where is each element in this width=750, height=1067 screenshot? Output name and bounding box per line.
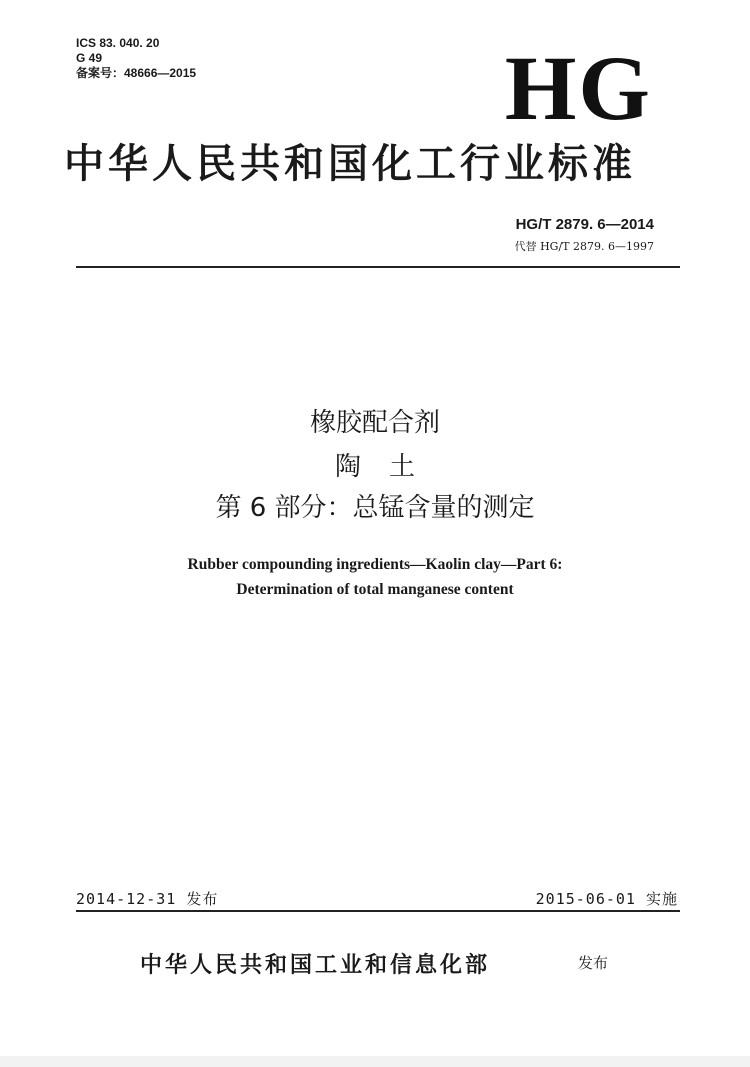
filing-number: 备案号：48666—2015: [76, 66, 197, 80]
implementation-date: 2015-06-01 实施: [535, 890, 678, 908]
title-en-line2: Determination of total manganese content: [236, 581, 514, 598]
hg-logo: HG: [504, 37, 652, 139]
top-divider: [76, 266, 680, 268]
title-cn-line2: 陶土: [334, 452, 443, 482]
title-cn-line3: 第 6 部分：总锰含量的测定: [215, 493, 535, 523]
issuing-authority: 中华人民共和国工业和信息化部: [140, 952, 491, 978]
title-cn-line1: 橡胶配合剂: [309, 408, 440, 438]
bottom-divider: [76, 910, 680, 912]
issuing-label: 发布: [578, 954, 609, 972]
standard-number: HG/T 2879. 6—2014: [515, 216, 654, 233]
clc-code: G 49: [76, 51, 103, 65]
replaces-standard: 代替 HG/T 2879. 6—1997: [514, 240, 654, 253]
issue-date: 2014-12-31 发布: [76, 890, 219, 908]
ics-code: ICS 83. 040. 20: [76, 36, 160, 50]
standard-type-heading: 中华人民共和国化工行业标准: [64, 140, 636, 187]
page-edge: [0, 1056, 750, 1067]
title-en-line1: Rubber compounding ingredients—Kaolin clay—Part 6:: [187, 556, 563, 573]
